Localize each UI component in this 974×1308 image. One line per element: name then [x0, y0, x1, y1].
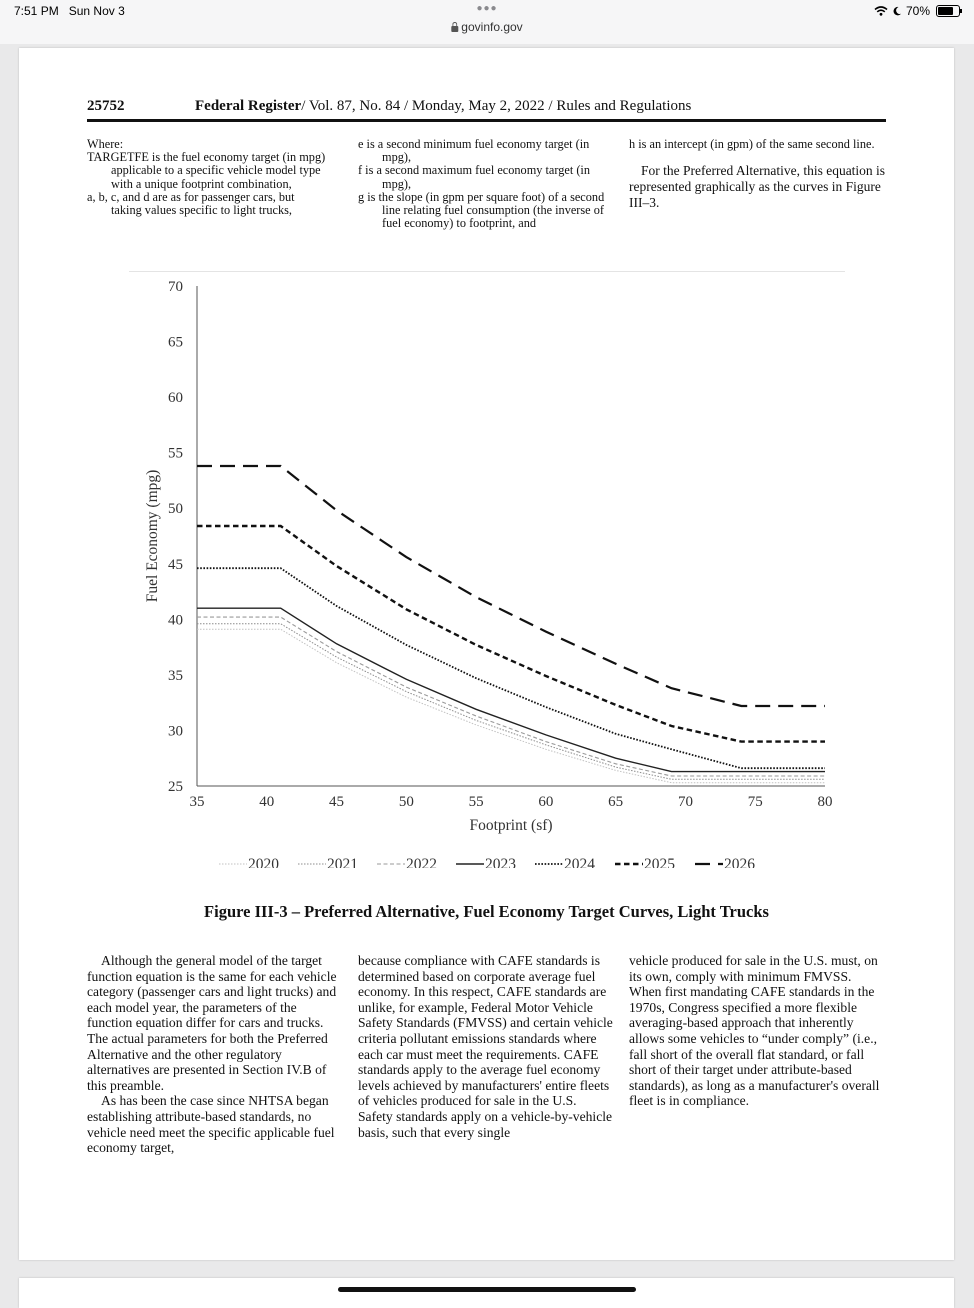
home-indicator[interactable]: [338, 1287, 636, 1292]
y-tick-label: 50: [168, 501, 183, 518]
x-tick-label: 65: [608, 794, 624, 810]
def-e: e is a second minimum fuel economy target (in mpg),: [358, 137, 590, 165]
series-line-2021: [197, 624, 825, 780]
lock-icon: [451, 26, 458, 32]
x-axis-label: Footprint (sf): [469, 817, 553, 834]
battery-percent: 70%: [905, 4, 930, 18]
moon-icon: [892, 6, 902, 16]
issue-info: / Vol. 87, No. 84 / Monday, May 2, 2022 / Rules and Regulations: [301, 98, 692, 114]
series-line-2025: [197, 526, 825, 742]
legend-label-2022: 2022: [406, 856, 437, 868]
address-bar[interactable]: [451, 20, 522, 34]
y-tick-label: 70: [168, 279, 183, 295]
body-column-3: [629, 953, 885, 1109]
x-tick-label: 75: [747, 794, 763, 810]
status-time: 7:51 PM Sun Nov 3: [14, 4, 125, 18]
journal-name: Federal Register: [195, 98, 302, 114]
page-number: 25752: [87, 98, 125, 114]
status-bar: [0, 0, 974, 44]
body-column-2: [358, 953, 614, 1140]
x-tick-label: 45: [329, 794, 345, 810]
x-tick-label: 70: [677, 794, 693, 810]
wifi-icon: [874, 6, 888, 16]
y-tick-label: 40: [168, 612, 183, 629]
y-tick-label: 45: [168, 556, 183, 573]
y-tick-label: 30: [168, 723, 183, 740]
series-line-2023: [197, 608, 825, 771]
def-where: Where:: [87, 137, 124, 151]
def-target: TARGETFE is the fuel economy target (in mpg) applicable to a specific vehicle model type with a unique footprint combination,: [87, 150, 326, 191]
def-f: f is a second maximum fuel economy target (in mpg),: [358, 163, 590, 191]
legend-label-2024: 2024: [564, 856, 595, 868]
series-line-2020: [197, 629, 825, 782]
figure-caption: Figure III-3 – Preferred Alternative, Fuel Economy Target Curves, Light Trucks: [204, 902, 769, 921]
x-tick-label: 40: [259, 794, 275, 810]
legend-label-2023: 2023: [485, 856, 516, 868]
y-tick-label: 55: [168, 445, 183, 462]
preferred-alt-text: For the Preferred Alternative, this equation is represented graphically as the curves in Figure III–3.: [629, 163, 886, 211]
fuel-economy-chart: [19, 48, 954, 868]
url-text: govinfo.gov: [461, 20, 523, 34]
series-line-2022: [197, 617, 825, 776]
y-tick-label: 35: [168, 667, 183, 684]
def-abcd: a, b, c, and d are as for passenger cars, but taking values specific to light trucks,: [87, 189, 295, 218]
y-axis-label: Fuel Economy (mpg): [144, 469, 161, 603]
def-h: h is an intercept (in gpm) of the same second line.: [629, 137, 875, 151]
status-indicators: [874, 4, 960, 18]
legend-label-2026: 2026: [724, 856, 755, 868]
legend-label-2021: 2021: [327, 856, 358, 868]
battery-icon: [936, 5, 960, 17]
y-tick-label: 60: [168, 390, 183, 407]
series-line-2026: [197, 466, 825, 706]
next-page: [19, 1278, 954, 1308]
legend-label-2025: 2025: [644, 856, 675, 868]
x-tick-label: 50: [398, 794, 414, 810]
series-line-2024: [197, 568, 825, 768]
x-tick-label: 35: [189, 794, 205, 810]
tab-overview-dots-icon[interactable]: ●●●: [476, 3, 498, 14]
x-tick-label: 80: [817, 794, 833, 810]
body-paragraph: because compliance with CAFE standards is determined based on corporate average fuel economy. In this respect, CAFE standards are unlike, for example, Federal Motor Vehicle Safety Standards (FMVSS) and certain vehicle criteria pollutant emissions standards where each car must meet the requirements. CAFE standards apply to the average fuel economy levels achieved by manufacturers' entire fleets of vehicles produced for sale in the U.S. Safety standards apply on a vehicle-by-vehicle basis, such that every single: [358, 953, 613, 1140]
x-tick-label: 60: [538, 794, 554, 810]
body-paragraph: vehicle produced for sale in the U.S. must, on its own, comply with minimum FMVSS. When first mandating CAFE standards in the 1970s, Congress specified a more flexible averaging-based approach that inherently allows some vehicles to “under comply” (i.e., fall short of the overall flat standard, or fall short of their target under attribute-based standards), as long as a manufacturer's overall fleet is in compliance.: [629, 953, 880, 1109]
def-g: g is the slope (in gpm per square foot) of a second line relating fuel consumption (the inverse of fuel economy) to footprint, and: [358, 189, 605, 231]
body-paragraph: Although the general model of the target function equation is the same for each vehicle category (passenger cars and light trucks) and each model year, the parameters of the function equation differ for cars and trucks. The actual parameters for both the Preferred Alternative and the other regulatory alternatives are presented in Section IV.B of this preamble.: [87, 953, 337, 1093]
x-tick-label: 55: [468, 794, 484, 810]
y-tick-label: 65: [168, 334, 183, 351]
body-paragraph: As has been the case since NHTSA began establishing attribute-based standards, no vehicle need meet the specific applicable fuel economy target,: [87, 1093, 335, 1156]
legend-label-2020: 2020: [248, 856, 279, 868]
body-column-1: [87, 953, 343, 1156]
y-tick-label: 25: [168, 779, 183, 795]
